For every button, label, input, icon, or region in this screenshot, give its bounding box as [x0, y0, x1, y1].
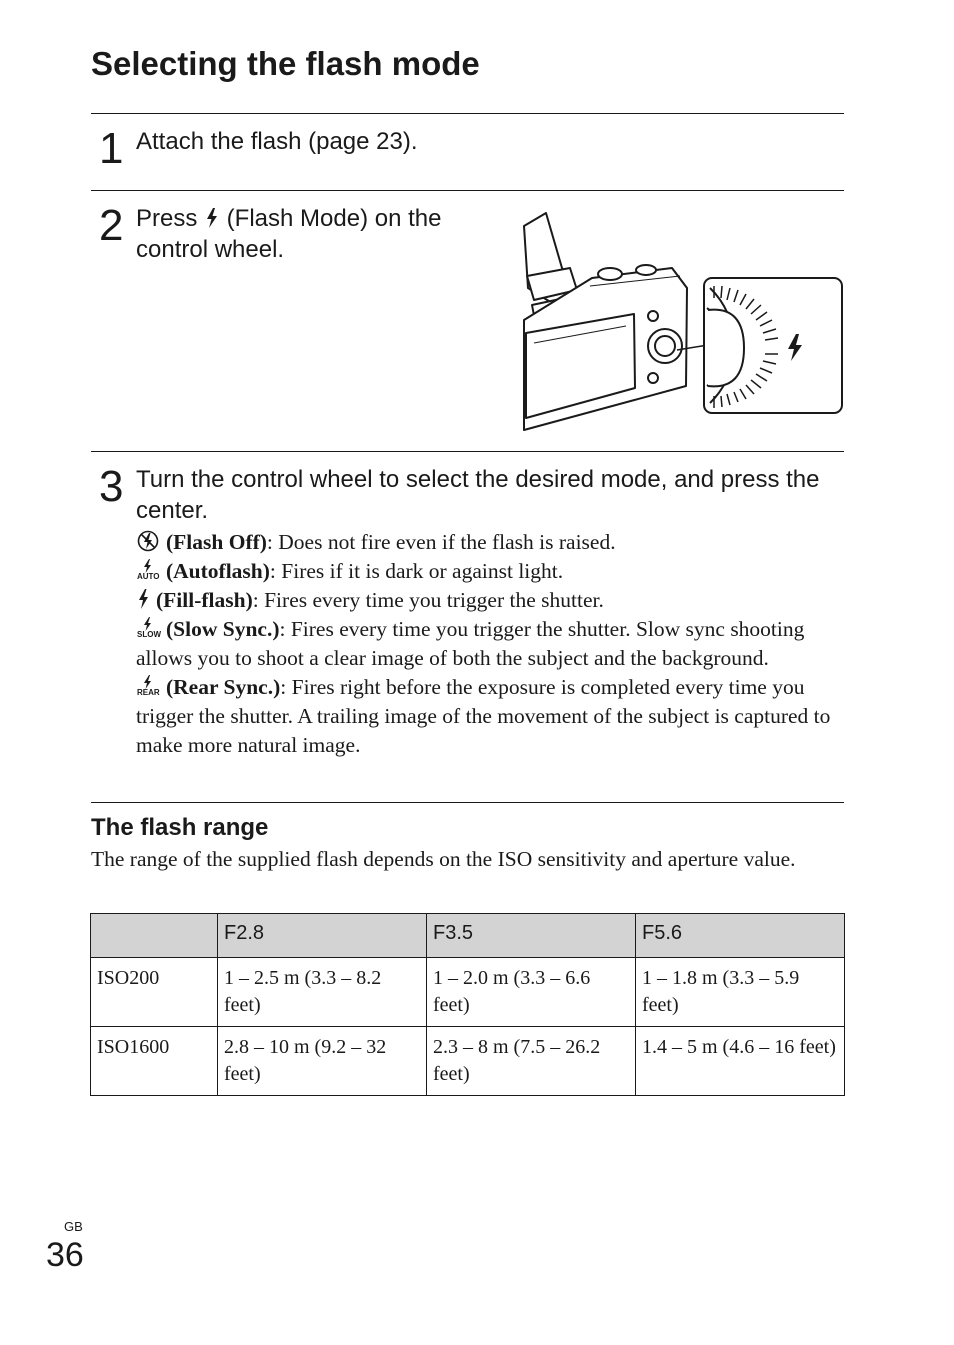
page-title: Selecting the flash mode	[91, 45, 480, 82]
table-header-cell	[91, 914, 218, 958]
table-header-cell: F2.8	[218, 914, 427, 958]
table-cell: 1 – 2.0 m (3.3 – 6.6 feet)	[427, 958, 636, 1027]
fill-flash-icon	[136, 587, 150, 611]
icon-label: SLOW	[137, 630, 161, 639]
icon-label: AUTO	[137, 572, 160, 581]
table-cell: ISO1600	[91, 1027, 218, 1096]
step-3-text: Turn the control wheel to select the desired mode, and press the center.	[136, 466, 820, 524]
table-cell: 2.8 – 10 m (9.2 – 32 feet)	[218, 1027, 427, 1096]
list-item	[136, 586, 844, 615]
step-2-number: 2	[99, 201, 124, 250]
mode-desc: : Fires every time you trigger the shutter. Slow sync shooting allows you to shoot a clear image of both the subject and the background.	[136, 617, 805, 670]
step-2-text-after: (Flash Mode) on the	[220, 205, 442, 232]
step-1-number: 1	[99, 124, 124, 173]
mode-desc: : Does not fire even if the flash is raised.	[266, 530, 616, 554]
table-cell: 1 – 2.5 m (3.3 – 8.2 feet)	[218, 958, 427, 1027]
list-item	[136, 615, 844, 673]
flash-range-table	[90, 913, 845, 1096]
mode-desc: : Fires if it is dark or against light.	[269, 559, 564, 583]
autoflash-icon	[136, 558, 160, 582]
region-code: GB	[64, 1219, 83, 1234]
step-1-text: Attach the flash (page 23).	[136, 128, 418, 155]
divider	[91, 113, 844, 114]
camera-drawing	[522, 208, 844, 433]
table-cell: 1.4 – 5 m (4.6 – 16 feet)	[636, 1027, 845, 1096]
mode-name: (Slow Sync.)	[166, 617, 280, 641]
page-number: 36	[46, 1236, 84, 1274]
list-item	[136, 673, 844, 760]
step-3-number: 3	[99, 462, 124, 511]
mode-desc: : Fires every time you trigger the shutter.	[252, 588, 604, 612]
mode-desc: : Fires right before the exposure is completed every time you trigger the shutter. A trailing image of the movement of the subject is captured to make more natural image.	[136, 675, 831, 757]
table-header-row	[91, 914, 845, 958]
list-item	[136, 557, 844, 586]
table-row	[91, 1027, 845, 1096]
divider	[91, 451, 844, 452]
step-2-text-line2: control wheel.	[136, 236, 285, 263]
slow-sync-icon	[136, 616, 160, 640]
divider	[91, 190, 844, 191]
mode-name: (Rear Sync.)	[166, 675, 281, 699]
table-cell: ISO200	[91, 958, 218, 1027]
mode-name: (Fill-flash)	[156, 588, 253, 612]
list-item	[136, 528, 844, 557]
step-2-text-before: Press	[136, 205, 205, 232]
flash-off-icon	[136, 529, 160, 553]
divider	[91, 802, 844, 803]
flash-icon	[204, 207, 220, 229]
rear-sync-icon	[136, 674, 160, 698]
step-2-text	[136, 203, 506, 265]
mode-name: (Flash Off)	[166, 530, 267, 554]
icon-label: REAR	[137, 688, 160, 697]
table-cell: 1 – 1.8 m (3.3 – 5.9 feet)	[636, 958, 845, 1027]
mode-name: (Autoflash)	[166, 559, 270, 583]
camera-illustration	[522, 208, 844, 433]
table-row	[91, 958, 845, 1027]
section-heading: The flash range	[91, 814, 269, 841]
section-body: The range of the supplied flash depends on the ISO sensitivity and aperture value.	[91, 847, 796, 871]
flash-mode-list	[136, 528, 844, 760]
table-header-cell: F3.5	[427, 914, 636, 958]
table-cell: 2.3 – 8 m (7.5 – 26.2 feet)	[427, 1027, 636, 1096]
table-header-cell: F5.6	[636, 914, 845, 958]
